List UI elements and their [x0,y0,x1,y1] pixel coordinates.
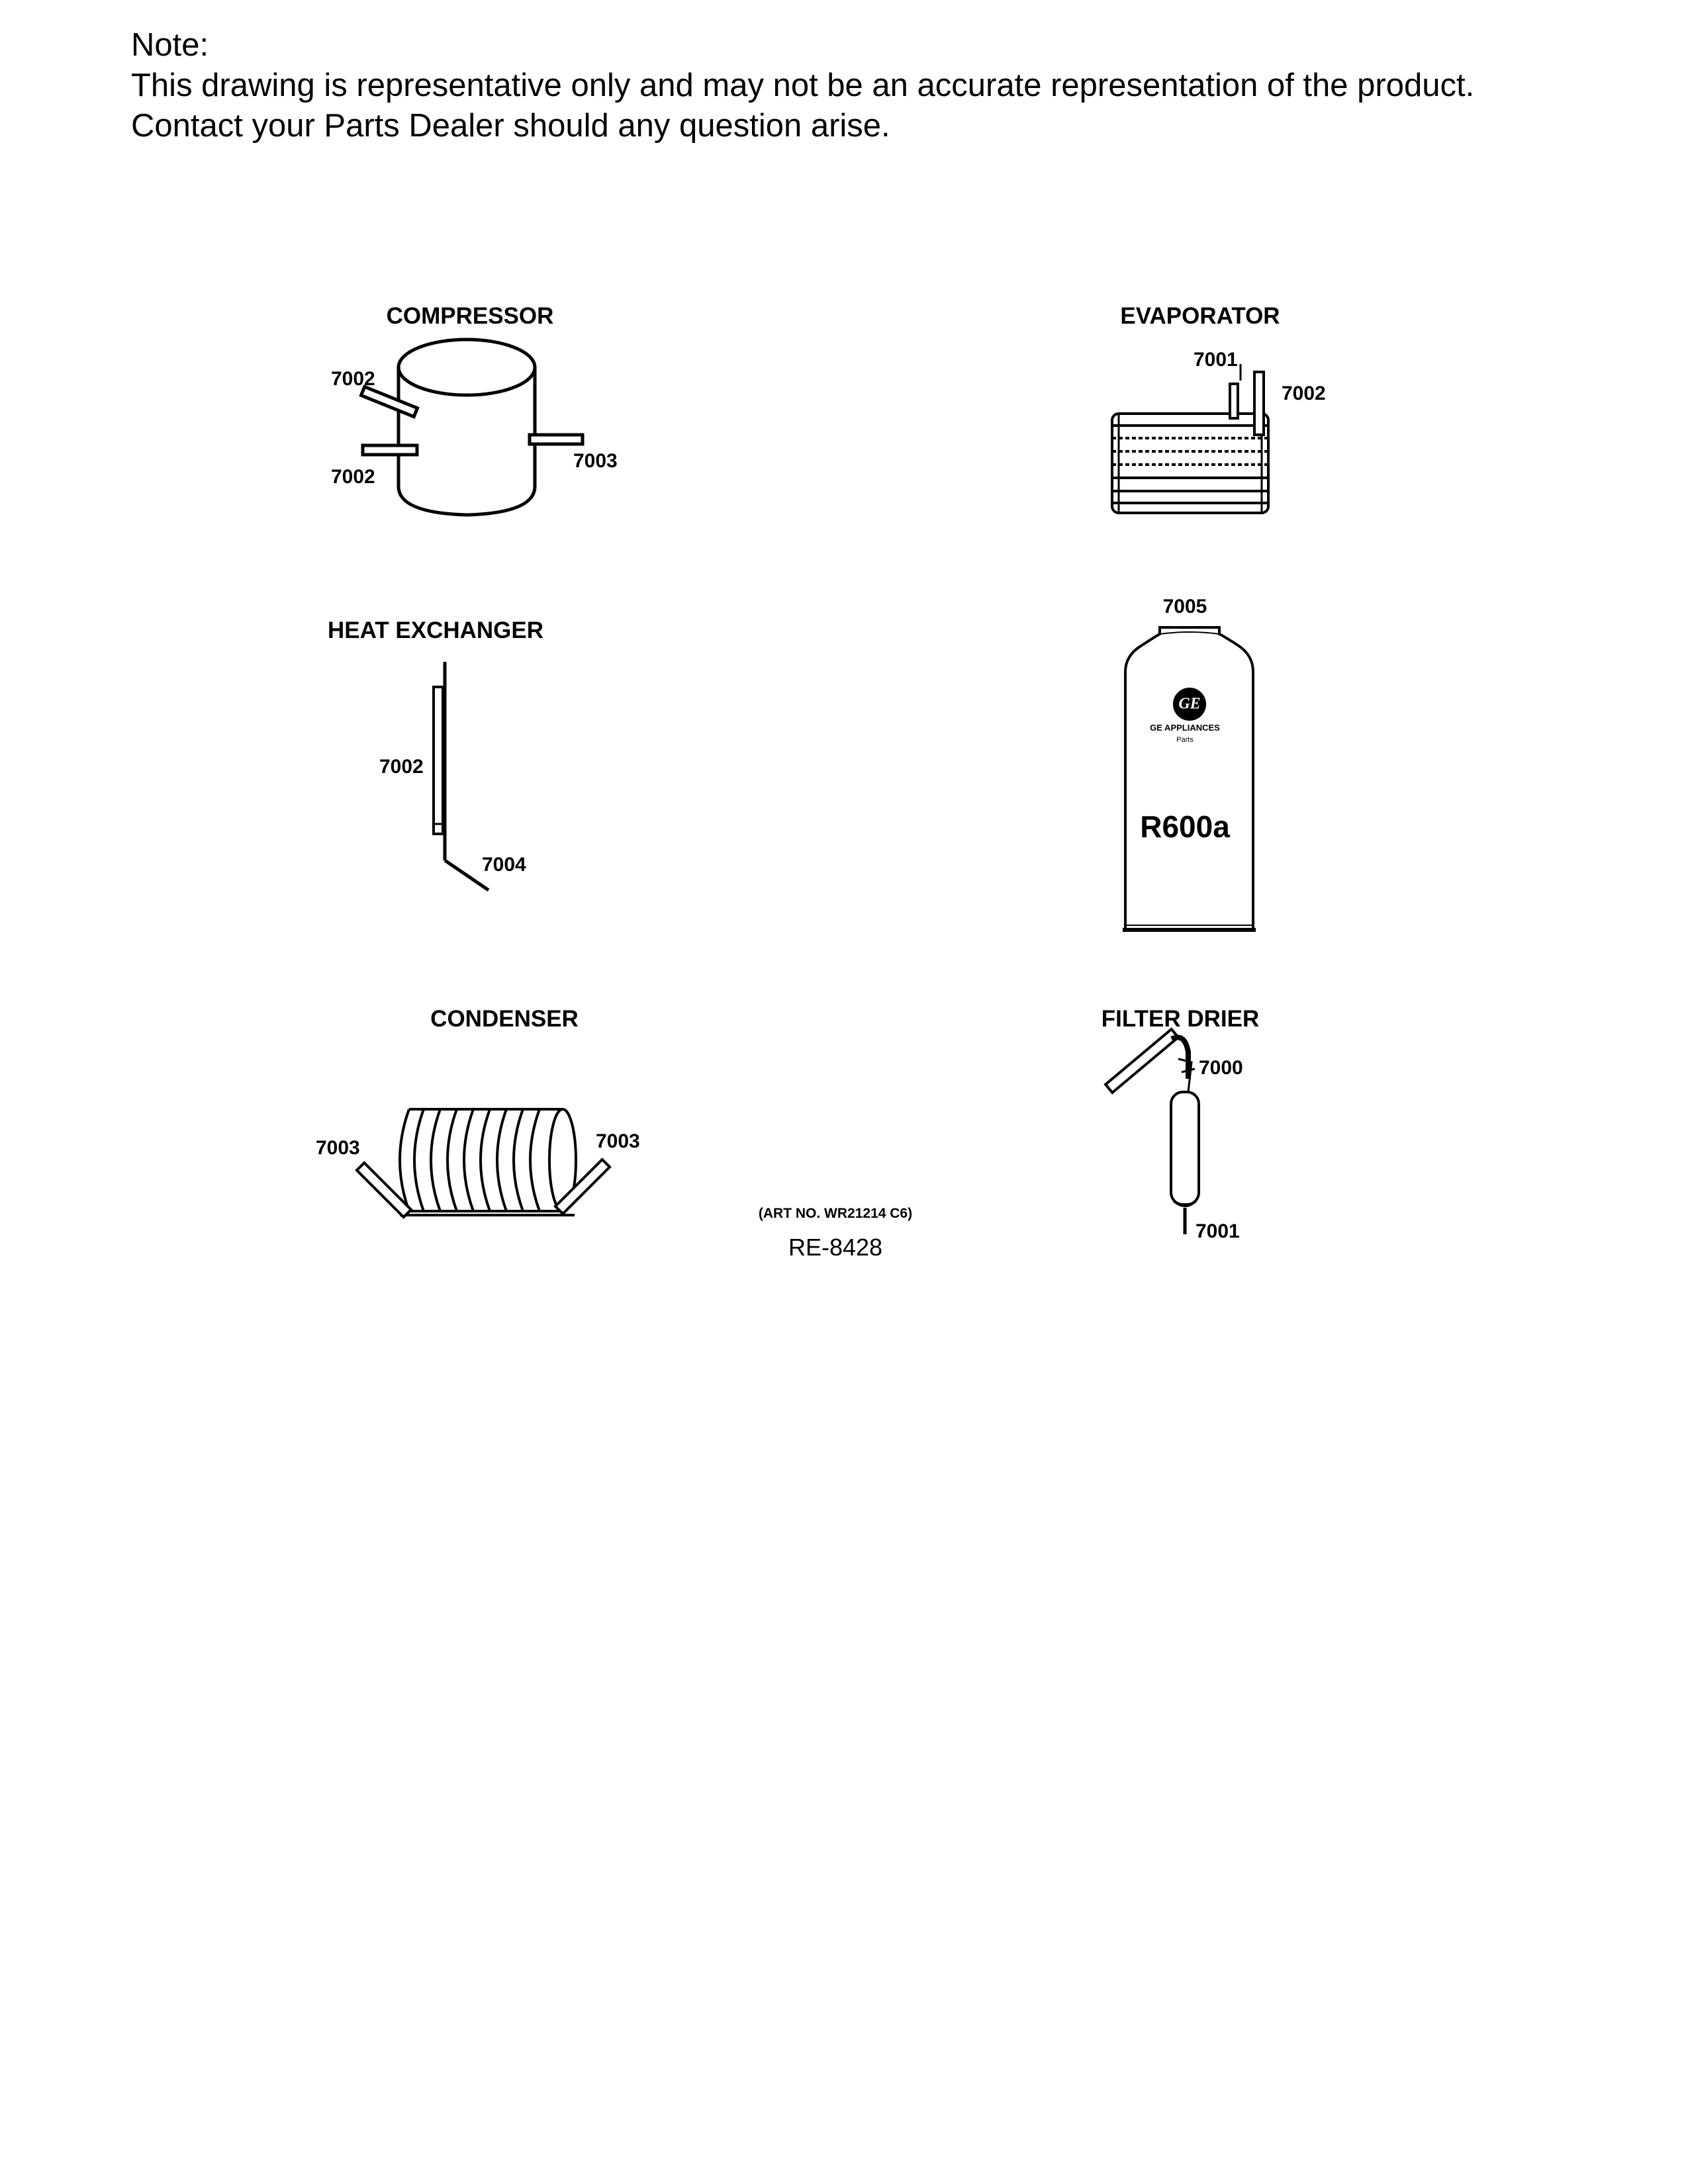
compressor-drawing [361,340,583,515]
note-line-1: This drawing is representative only and may not be an accurate representation of the product. [131,68,1475,103]
heat-exchanger-callout-7002: 7002 [379,756,424,778]
refrigerant-can-callout-7005: 7005 [1162,596,1207,617]
condenser-title: CONDENSER [430,1006,579,1032]
evaporator-tube-7002 [1254,372,1264,435]
filter-drier-callout-7001: 7001 [1196,1220,1240,1242]
compressor-bottom [399,486,535,515]
evaporator-title: EVAPORATOR [1120,303,1280,329]
note-heading: Note: [131,27,209,63]
filter-drier-drawing [1105,1029,1199,1234]
compressor-top [399,340,535,395]
filter-drier-callout-7000: 7000 [1199,1057,1243,1079]
compressor-tube-upper-left [361,387,418,416]
heat-exchanger-title: HEAT EXCHANGER [327,617,544,643]
filter-drier-inlet-tube [1105,1029,1178,1093]
drawing-number: RE-8428 [788,1234,883,1261]
can-sub-text: Parts [1176,736,1194,744]
can-brand-text: GE APPLIANCES [1150,723,1220,733]
filter-drier-body [1171,1092,1199,1205]
evaporator-tube-7001 [1230,384,1238,418]
evaporator-callout-7001: 7001 [1194,349,1238,371]
compressor-tube-lower-left [363,445,417,455]
refrigerant-can-drawing [1123,627,1256,930]
condenser-callout-7003-left: 7003 [316,1137,360,1159]
condenser-drawing [357,1109,610,1217]
compressor-tube-right [530,435,583,444]
compressor-callout-7003: 7003 [573,450,618,472]
heat-exchanger-callout-7004: 7004 [482,854,526,876]
note-line-2: Contact your Parts Dealer should any question arise. [131,108,890,144]
filter-drier-title: FILTER DRIER [1101,1006,1260,1032]
compressor-title: COMPRESSOR [386,303,554,329]
heat-exchanger-capillary [434,687,443,834]
heat-exchanger-drawing [434,662,489,890]
compressor-callout-7002-lower: 7002 [331,466,375,488]
condenser-callout-7003-right: 7003 [596,1130,640,1152]
compressor-callout-7002-upper: 7002 [331,368,375,390]
condenser-tube-right [555,1160,610,1214]
evaporator-callout-7002: 7002 [1282,383,1326,404]
evaporator-drawing [1112,364,1268,513]
ge-logo-text: GE [1178,695,1201,713]
can-body [1125,627,1253,930]
art-number: (ART NO. WR21214 C6) [758,1206,913,1221]
can-gas-text: R600a [1140,809,1230,844]
